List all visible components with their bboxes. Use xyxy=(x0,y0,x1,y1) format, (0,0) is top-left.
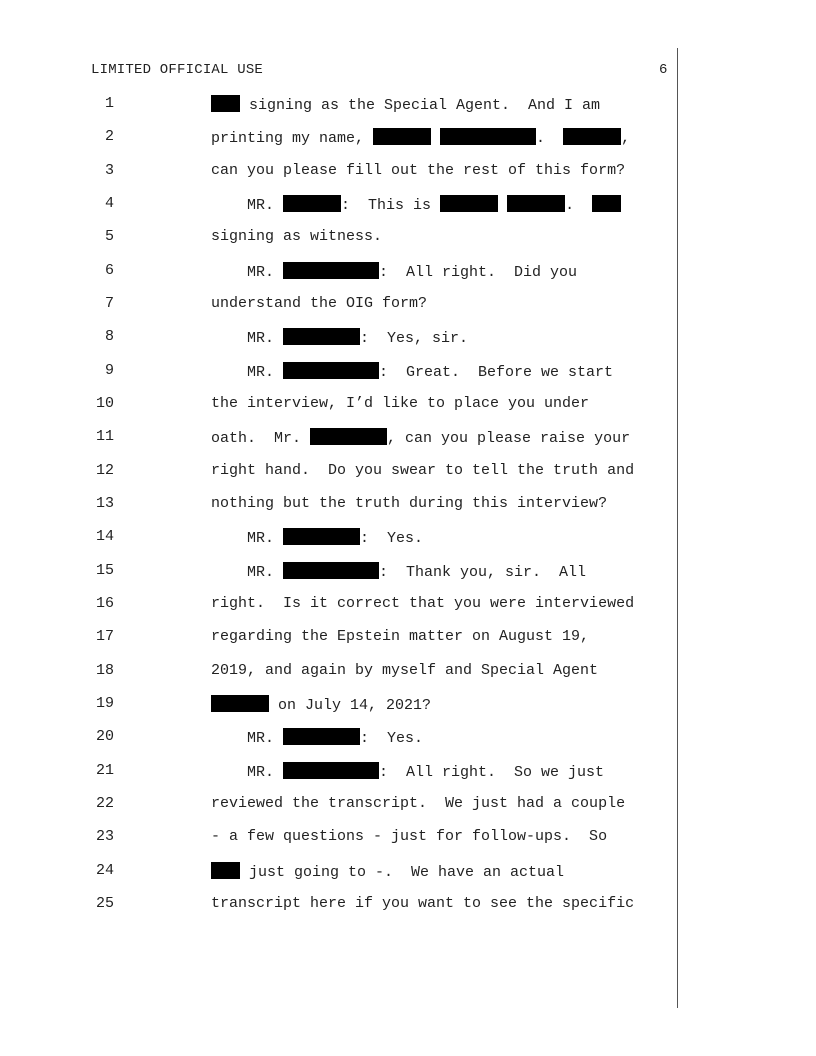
redaction-box xyxy=(283,562,379,579)
transcript-line: understand the OIG form? xyxy=(211,295,428,312)
redaction-box xyxy=(211,695,269,712)
transcript-line: MR. : All right. So we just xyxy=(211,764,605,781)
line-number: 12 xyxy=(95,462,114,479)
header-title: LIMITED OFFICIAL USE xyxy=(91,62,264,78)
line-number: 3 xyxy=(104,162,114,179)
redaction-box xyxy=(440,128,536,145)
transcript-line: reviewed the transcript. We just had a couple xyxy=(211,795,626,812)
redaction-box xyxy=(592,195,621,212)
redaction-box xyxy=(283,362,379,379)
redaction-box xyxy=(563,128,621,145)
transcript-line: oath. Mr. , can you please raise your xyxy=(211,430,631,447)
line-number: 20 xyxy=(95,728,114,745)
transcript-line: on July 14, 2021? xyxy=(211,695,431,714)
transcript-line: MR. : Great. Before we start xyxy=(211,364,614,381)
transcript-line: MR. : Yes. xyxy=(211,530,424,547)
transcript-line: right. Is it correct that you were interviewed xyxy=(211,595,635,612)
redaction-box xyxy=(283,762,379,779)
redaction-box xyxy=(310,428,387,445)
line-number: 19 xyxy=(95,695,114,712)
redaction-box xyxy=(211,862,240,879)
line-number: 18 xyxy=(95,662,114,679)
line-number: 21 xyxy=(95,762,114,779)
line-number: 22 xyxy=(95,795,114,812)
redaction-box xyxy=(373,128,431,145)
transcript-line: MR. : This is . xyxy=(211,195,621,214)
right-margin-rule xyxy=(677,48,678,1008)
line-number: 6 xyxy=(104,262,114,279)
transcript-line: regarding the Epstein matter on August 19, xyxy=(211,628,590,645)
line-number: 14 xyxy=(95,528,114,545)
redaction-box xyxy=(211,95,240,112)
redaction-box xyxy=(507,195,565,212)
transcript-line: just going to -. We have an actual xyxy=(211,862,564,881)
line-number: 24 xyxy=(95,862,114,879)
line-number: 23 xyxy=(95,828,114,845)
line-number: 5 xyxy=(104,228,114,245)
line-number: 11 xyxy=(95,428,114,445)
line-number: 4 xyxy=(104,195,114,212)
redaction-box xyxy=(283,328,360,345)
transcript-line: signing as the Special Agent. And I am xyxy=(211,95,600,114)
line-number: 8 xyxy=(104,328,114,345)
line-number: 2 xyxy=(104,128,114,145)
line-number: 25 xyxy=(95,895,114,912)
line-number: 13 xyxy=(95,495,114,512)
transcript-line: MR. : Yes, sir. xyxy=(211,330,469,347)
transcript-line: the interview, I’d like to place you under xyxy=(211,395,590,412)
transcript-line: MR. : Yes. xyxy=(211,730,424,747)
transcript-line: transcript here if you want to see the specific xyxy=(211,895,635,912)
line-number: 15 xyxy=(95,562,114,579)
line-number: 9 xyxy=(104,362,114,379)
transcript-line: MR. : All right. Did you xyxy=(211,264,578,281)
line-number: 16 xyxy=(95,595,114,612)
transcript-line: MR. : Thank you, sir. All xyxy=(211,564,587,581)
transcript-line: right hand. Do you swear to tell the truth and xyxy=(211,462,635,479)
page-number: 6 xyxy=(659,62,668,78)
transcript-line: signing as witness. xyxy=(211,228,383,245)
line-number: 17 xyxy=(95,628,114,645)
transcript-line: nothing but the truth during this interview? xyxy=(211,495,608,512)
redaction-box xyxy=(283,528,360,545)
transcript-line: 2019, and again by myself and Special Agent xyxy=(211,662,599,679)
line-number: 7 xyxy=(104,295,114,312)
redaction-box xyxy=(440,195,498,212)
redaction-box xyxy=(283,262,379,279)
line-number: 10 xyxy=(95,395,114,412)
redaction-box xyxy=(283,195,341,212)
transcript-line: can you please fill out the rest of this form? xyxy=(211,162,626,179)
transcript-line: - a few questions - just for follow-ups. So xyxy=(211,828,608,845)
line-number: 1 xyxy=(104,95,114,112)
redaction-box xyxy=(283,728,360,745)
transcript-line: printing my name, . , xyxy=(211,130,631,147)
